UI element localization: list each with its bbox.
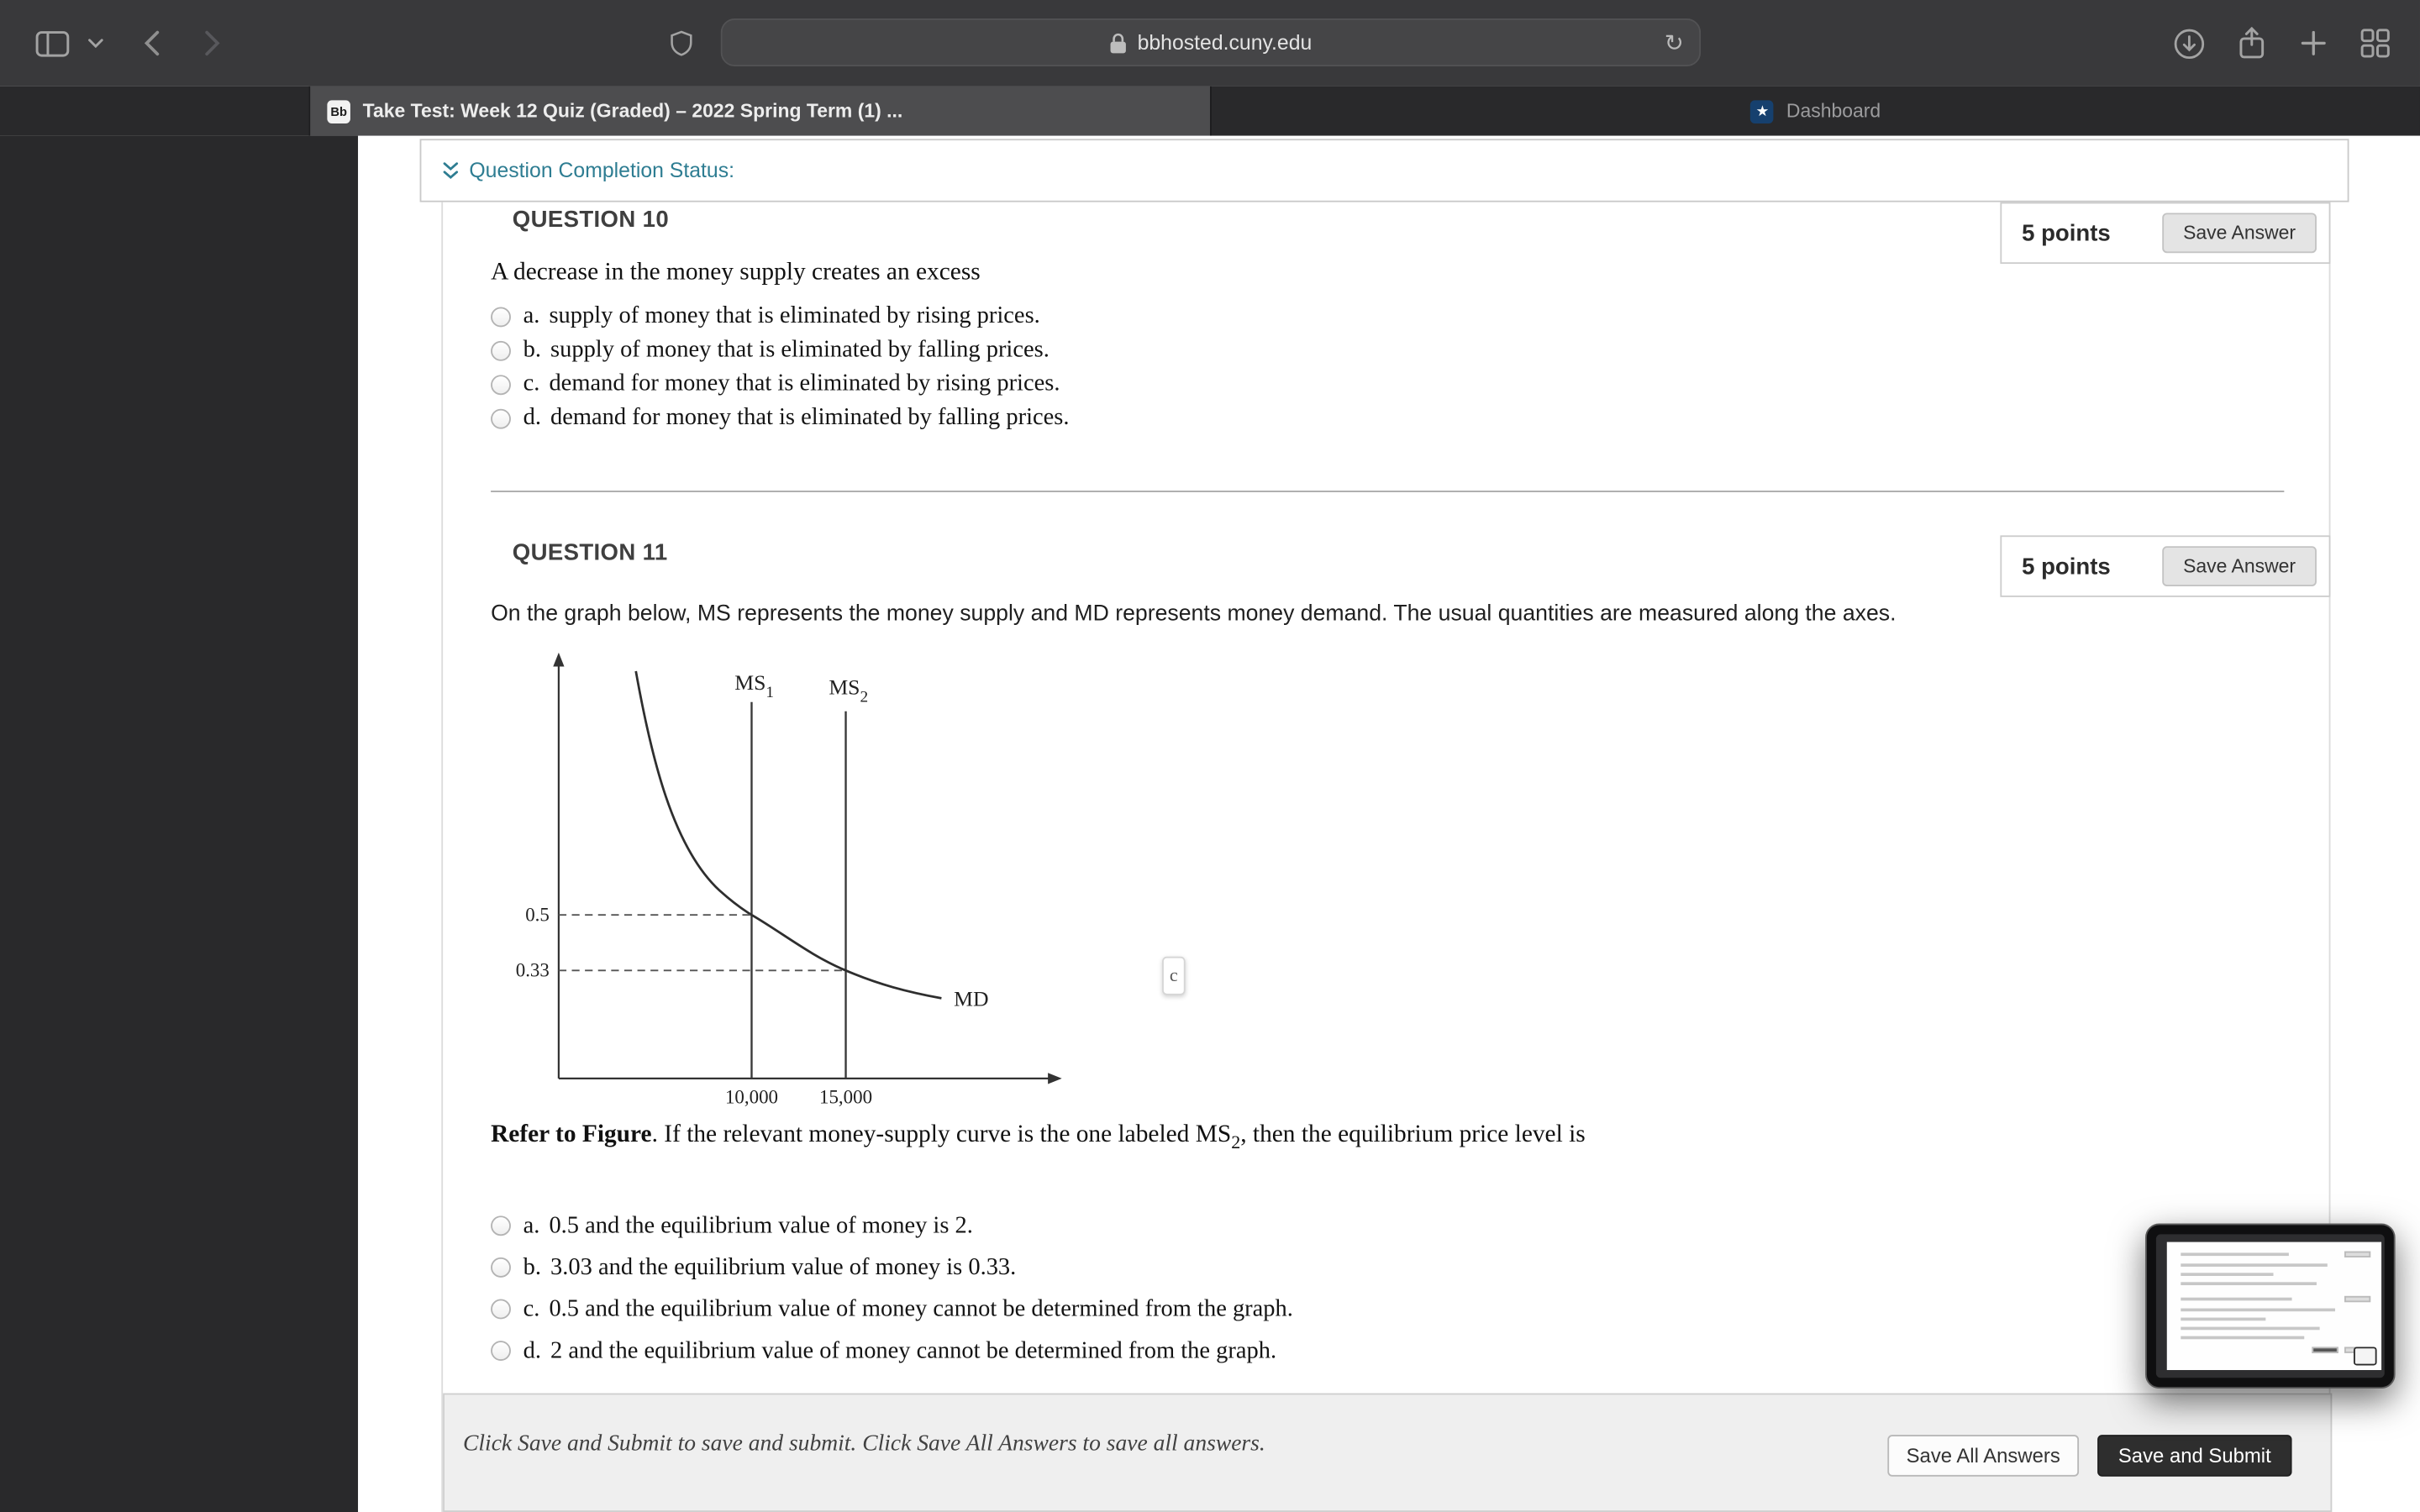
- option-row[interactable]: [491, 1205, 1293, 1247]
- lock-icon: [1110, 32, 1127, 54]
- option-text: 0.5 and the equilibrium value of money cannot be determined from the graph.: [549, 1294, 1293, 1322]
- window-left-strip: [0, 136, 358, 1512]
- ms2-label: $MS_2$: [829, 675, 869, 706]
- option-letter: c.: [523, 370, 540, 397]
- points-label: 5 points: [2022, 553, 2111, 580]
- ms1-label: $MS_1$: [734, 670, 775, 702]
- points-label: 5 points: [2022, 219, 2111, 246]
- refer-to-figure-line: [491, 1121, 1586, 1154]
- question-10-title: QUESTION 10: [512, 207, 670, 234]
- tab-dashboard[interactable]: [1210, 87, 2420, 136]
- blackboard-star-icon: ★: [1751, 99, 1775, 123]
- y-label-033: 0.33: [515, 959, 550, 981]
- footer-instruction: Click Save and Submit to save and submit. Click Save All Answers to save all answers.: [463, 1431, 1265, 1457]
- md-curve: [636, 671, 942, 998]
- option-letter: c.: [523, 1294, 540, 1322]
- save-answer-button[interactable]: Save Answer: [2162, 546, 2317, 586]
- option-text: 3.03 and the equilibrium value of money is 0.33.: [550, 1253, 1017, 1280]
- url-text: bbhosted.cuny.edu: [1137, 30, 1313, 55]
- quiz-page: [358, 136, 2420, 1512]
- privacy-shield-icon[interactable]: [660, 0, 701, 87]
- tab-take-test[interactable]: [308, 87, 1210, 136]
- y-axis-arrow: [553, 653, 564, 667]
- radio-button[interactable]: [491, 307, 511, 327]
- option-row[interactable]: [491, 1289, 1293, 1331]
- radio-button[interactable]: [491, 408, 511, 428]
- tab-title: Take Test: Week 12 Quiz (Graded) – 2022 Spring Term (1) ...: [362, 100, 903, 123]
- option-text: 0.5 and the equilibrium value of money is 2.: [549, 1211, 973, 1238]
- option-letter: d.: [523, 404, 542, 431]
- question-completion-status[interactable]: [420, 139, 2349, 202]
- share-icon[interactable]: [2232, 0, 2272, 87]
- option-letter: b.: [523, 336, 542, 363]
- question-11-prompt: On the graph below, MS represents the money supply and MD represents money demand. The usual quantities are measured along the axes.: [491, 601, 1897, 627]
- option-row[interactable]: [491, 333, 1069, 367]
- tab-title: Dashboard: [1786, 100, 1881, 123]
- option-text: 2 and the equilibrium value of money cannot be determined from the graph.: [550, 1336, 1277, 1363]
- option-letter: a.: [523, 1211, 540, 1238]
- option-row[interactable]: [491, 367, 1069, 401]
- status-link-label: Question Completion Status:: [469, 159, 734, 182]
- refer-tail: , then the equilibrium price level is: [1240, 1121, 1586, 1148]
- x-label-10000: 10,000: [724, 1086, 779, 1108]
- quiz-container: [441, 202, 2330, 1512]
- download-icon[interactable]: [2167, 0, 2210, 87]
- back-icon[interactable]: [133, 0, 170, 87]
- browser-toolbar: [0, 0, 2420, 87]
- address-bar[interactable]: [721, 18, 1701, 66]
- x-axis-arrow: [1048, 1073, 1062, 1084]
- option-text: demand for money that is eliminated by rising prices.: [549, 370, 1060, 397]
- save-and-submit-button[interactable]: Save and Submit: [2097, 1435, 2291, 1477]
- tab-bar: [0, 87, 2420, 136]
- quiz-footer: [443, 1394, 2332, 1512]
- tab-overview-icon[interactable]: [2352, 0, 2398, 87]
- question-11-options: [491, 1205, 1293, 1371]
- option-letter: b.: [523, 1253, 542, 1280]
- x-label-15000: 15,000: [818, 1086, 873, 1108]
- thumbnail-window-badge: [2354, 1347, 2377, 1365]
- radio-button[interactable]: [491, 1299, 511, 1320]
- question-11-title: QUESTION 11: [512, 539, 668, 567]
- thumbnail-page: [2167, 1242, 2381, 1370]
- question-11-points-box: [2000, 535, 2330, 596]
- refer-sub: 2: [1231, 1131, 1241, 1153]
- radio-button[interactable]: [491, 1215, 511, 1236]
- forward-icon[interactable]: [193, 0, 230, 87]
- question-10-options: [491, 299, 1069, 435]
- question-graph: [503, 647, 1077, 1113]
- save-all-answers-button[interactable]: Save All Answers: [1887, 1435, 2079, 1477]
- double-chevron-icon: [443, 161, 458, 180]
- option-text: supply of money that is eliminated by rising prices.: [549, 302, 1040, 329]
- option-row[interactable]: [491, 299, 1069, 333]
- option-text: supply of money that is eliminated by falling prices.: [550, 336, 1050, 363]
- question-divider: [491, 491, 2284, 492]
- option-letter: a.: [523, 302, 540, 329]
- save-answer-button[interactable]: Save Answer: [2162, 213, 2317, 253]
- question-10-points-box: [2000, 202, 2330, 264]
- refer-mid: . If the relevant money-supply curve is the one labeled MS: [651, 1121, 1232, 1148]
- option-text: demand for money that is eliminated by falling prices.: [550, 404, 1070, 431]
- question-10-prompt: A decrease in the money supply creates an excess: [491, 259, 981, 286]
- radio-button[interactable]: [491, 340, 511, 360]
- sidebar-toggle-icon[interactable]: [31, 0, 74, 87]
- screenshot-thumbnail[interactable]: [2145, 1224, 2396, 1389]
- radio-button[interactable]: [491, 1341, 511, 1361]
- y-label-05: 0.5: [525, 904, 550, 926]
- thumbnail-screen: [2156, 1234, 2385, 1378]
- radio-button[interactable]: [491, 1257, 511, 1278]
- radio-button[interactable]: [491, 374, 511, 394]
- stray-text-cursor: c: [1162, 957, 1186, 995]
- reload-icon[interactable]: ↻: [1664, 29, 1684, 57]
- new-tab-icon[interactable]: [2293, 0, 2333, 87]
- option-letter: d.: [523, 1336, 542, 1363]
- chevron-down-icon[interactable]: [83, 0, 108, 87]
- md-label: MD: [954, 986, 989, 1011]
- option-row[interactable]: [491, 1247, 1293, 1289]
- option-row[interactable]: [491, 1330, 1293, 1372]
- option-row[interactable]: [491, 402, 1069, 435]
- blackboard-favicon: Bb: [327, 99, 350, 123]
- refer-bold: Refer to Figure: [491, 1121, 652, 1148]
